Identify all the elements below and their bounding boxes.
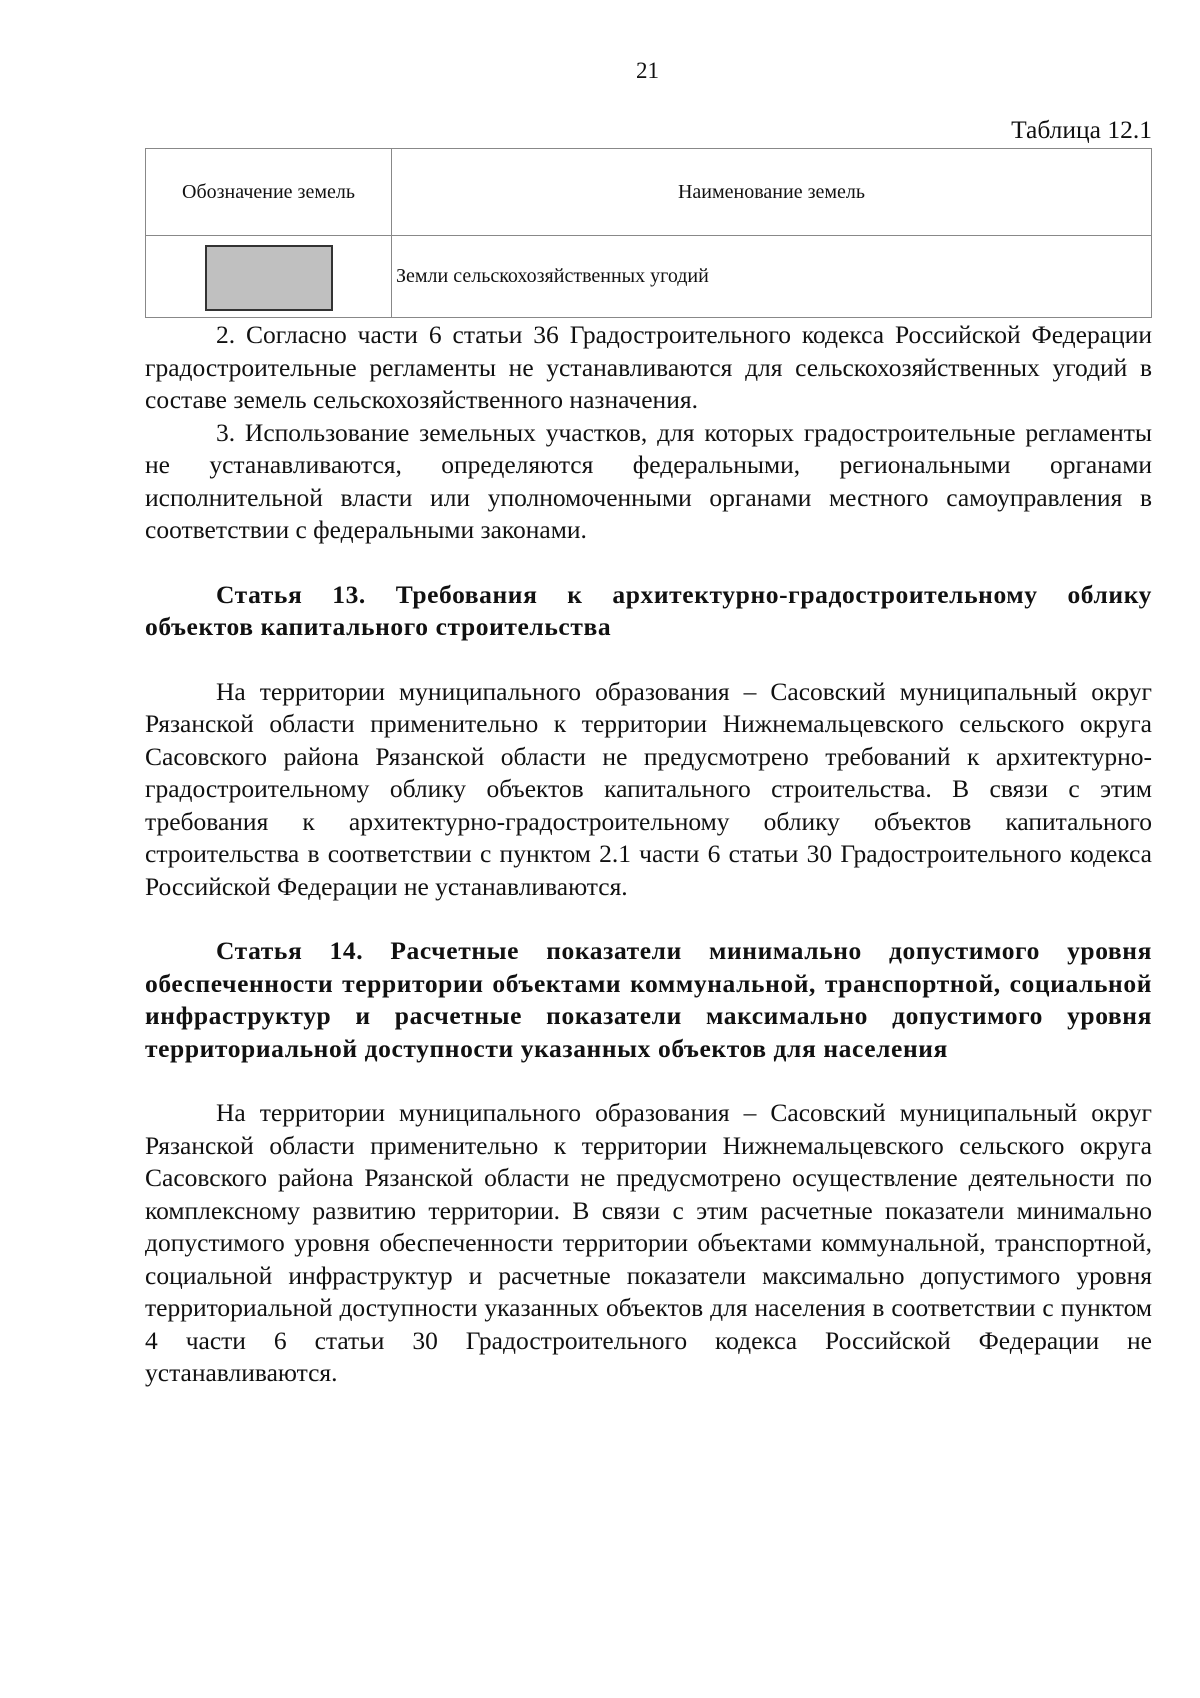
article-14-heading: Статья 14. Расчетные показатели минимально допустимого уровня обеспеченности территории объектами коммунальной, транспортной, социальной инфраструктур и расчетные показатели максимально допустимого уровня территориальной доступности указанных объектов для населения xyxy=(145,936,1152,1063)
table-header-row xyxy=(146,149,1152,236)
designation-cell xyxy=(146,236,392,318)
article-13-text: На территории муниципального образования – Сасовский муниципальный округ Рязанской области применительно к территории Нижнемальцевского сельского округа Сасовского района Рязанской области не предусмотрено требований к архитектурно-градостроительному облику объектов капитального строительства. В связи с этим требования к архитектурно-градостроительному облику объектов капитального строительства в соответствии с пунктом 2.1 части 6 статьи 30 Градостроительного кодекса Российской Федерации не устанавливаются. xyxy=(145,676,1152,901)
spacer xyxy=(145,547,1152,579)
article-14-text: На территории муниципального образования – Сасовский муниципальный округ Рязанской области применительно к территории Нижнемальцевского сельского округа Сасовского района Рязанской области не предусмотрено осуществление деятельности по комплексному развитию территории. В связи с этим расчетные показатели минимально допустимого уровня обеспеченности территории объектами коммунальной, транспортной, социальной инфраструктур и расчетные показатели максимально допустимого уровня территориальной доступности указанных объектов для населения в соответствии с пунктом 4 части 6 статьи 30 Градостроительного кодекса Российской Федерации не устанавливаются. xyxy=(145,1098,1152,1387)
table-row xyxy=(146,236,1152,318)
table-header-name: Наименование земель xyxy=(392,149,1152,236)
paragraph-3: 3. Использование земельных участков, для которых градостроительные регламенты не устанавливаются, определяются федеральными, региональными органами исполнительной власти или уполномоченными органами местного самоуправления в соответствии с федеральными законами. xyxy=(145,417,1152,544)
spacer xyxy=(145,644,1152,676)
page-number: 21 xyxy=(636,58,659,83)
table-caption: Таблица 12.1 xyxy=(1011,115,1152,144)
agricultural-land-swatch xyxy=(205,245,333,311)
paragraph-2: 2. Согласно части 6 статьи 36 Градостроительного кодекса Российской Федерации градостроительные регламенты не устанавливаются для сельскохозяйственных угодий в составе земель сельскохозяйственного назначения. xyxy=(145,320,1152,414)
article-13-heading: Статья 13. Требования к архитектурно-градостроительному облику объектов капитального строительства xyxy=(145,579,1152,641)
table-header-designation: Обозначение земель xyxy=(146,149,392,236)
spacer xyxy=(145,1065,1152,1097)
land-name-cell: Земли сельскохозяйственных угодий xyxy=(392,236,1152,318)
page-content xyxy=(145,115,1152,1390)
land-designation-table xyxy=(145,148,1152,318)
spacer xyxy=(145,903,1152,935)
